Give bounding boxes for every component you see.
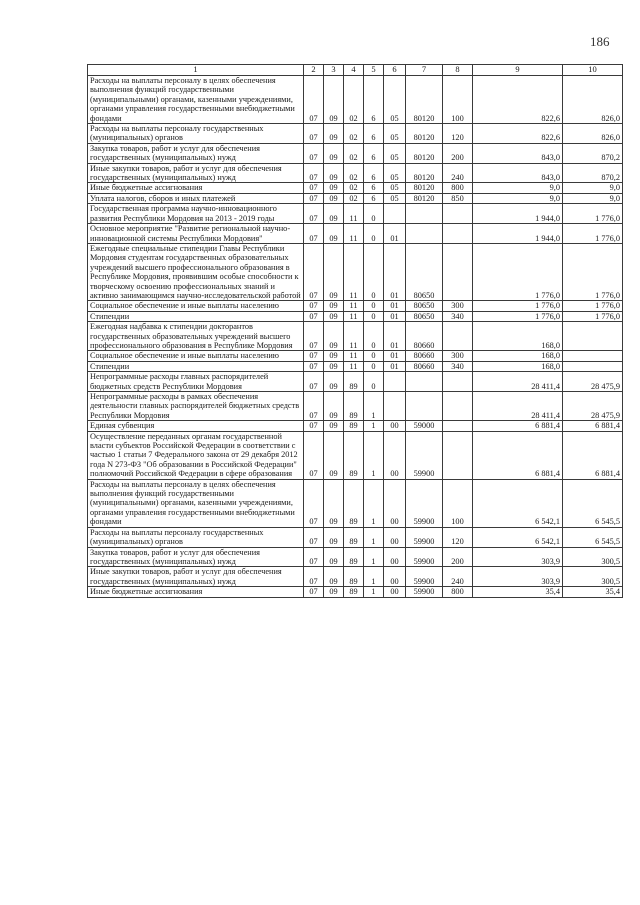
amount-year2-cell: 35,4 bbox=[563, 587, 623, 597]
column-header: 10 bbox=[563, 65, 623, 76]
direction-code-cell: 59900 bbox=[406, 527, 443, 547]
subprogram-code-cell: 0 bbox=[364, 322, 384, 351]
row-name-cell: Расходы на выплаты персоналу в целях обеспечения выполнения функций государственными (муниципальными) органами, казенными учреждениями, органами управления государственными внебюджетными фондами bbox=[88, 479, 304, 527]
amount-year1-cell: 168,0 bbox=[473, 361, 563, 371]
subprogram-code-cell: 0 bbox=[364, 243, 384, 300]
subsection-code-cell: 09 bbox=[324, 547, 344, 567]
table-row bbox=[88, 193, 623, 203]
amount-year1-cell: 1 944,0 bbox=[473, 224, 563, 244]
subsection-code-cell: 09 bbox=[324, 431, 344, 479]
program-code-cell: 11 bbox=[344, 311, 364, 321]
program-code-cell: 11 bbox=[344, 322, 364, 351]
event-code-cell: 01 bbox=[384, 361, 406, 371]
event-code-cell: 05 bbox=[384, 143, 406, 163]
table-row bbox=[88, 301, 623, 311]
amount-year1-cell: 28 411,4 bbox=[473, 392, 563, 421]
subprogram-code-cell: 0 bbox=[364, 372, 384, 392]
subsection-code-cell: 09 bbox=[324, 567, 344, 587]
column-header: 2 bbox=[304, 65, 324, 76]
section-code-cell: 07 bbox=[304, 392, 324, 421]
amount-year1-cell: 9,0 bbox=[473, 183, 563, 193]
amount-year2-cell: 6 545,5 bbox=[563, 479, 623, 527]
event-code-cell: 01 bbox=[384, 322, 406, 351]
amount-year1-cell: 6 881,4 bbox=[473, 431, 563, 479]
row-name-cell: Уплата налогов, сборов и иных платежей bbox=[88, 193, 304, 203]
amount-year2-cell: 300,5 bbox=[563, 547, 623, 567]
expense-type-cell: 240 bbox=[443, 163, 473, 183]
expense-type-cell: 200 bbox=[443, 547, 473, 567]
direction-code-cell bbox=[406, 224, 443, 244]
expense-type-cell bbox=[443, 204, 473, 224]
amount-year2-cell: 6 881,4 bbox=[563, 421, 623, 431]
amount-year1-cell: 822,6 bbox=[473, 124, 563, 144]
expense-type-cell: 240 bbox=[443, 567, 473, 587]
amount-year1-cell: 168,0 bbox=[473, 351, 563, 361]
row-name-cell: Основное мероприятие "Развитие региональной научно-инновационной системы Республики Мордовия" bbox=[88, 224, 304, 244]
event-code-cell: 05 bbox=[384, 193, 406, 203]
table-row bbox=[88, 243, 623, 300]
direction-code-cell: 59900 bbox=[406, 567, 443, 587]
direction-code-cell: 80120 bbox=[406, 163, 443, 183]
table-row bbox=[88, 204, 623, 224]
amount-year1-cell: 843,0 bbox=[473, 143, 563, 163]
direction-code-cell: 80120 bbox=[406, 76, 443, 124]
subprogram-code-cell: 1 bbox=[364, 431, 384, 479]
subsection-code-cell: 09 bbox=[324, 301, 344, 311]
direction-code-cell bbox=[406, 392, 443, 421]
subprogram-code-cell: 6 bbox=[364, 193, 384, 203]
section-code-cell: 07 bbox=[304, 163, 324, 183]
table-row bbox=[88, 587, 623, 597]
amount-year2-cell: 870,2 bbox=[563, 163, 623, 183]
direction-code-cell bbox=[406, 372, 443, 392]
expense-type-cell: 100 bbox=[443, 76, 473, 124]
event-code-cell: 00 bbox=[384, 567, 406, 587]
subprogram-code-cell: 0 bbox=[364, 301, 384, 311]
subsection-code-cell: 09 bbox=[324, 372, 344, 392]
expense-type-cell bbox=[443, 421, 473, 431]
header-row bbox=[88, 65, 623, 76]
expense-type-cell: 100 bbox=[443, 479, 473, 527]
row-name-cell: Расходы на выплаты персоналу в целях обеспечения выполнения функций государственными (муниципальными) органами, казенными учреждениями, органами управления государственными внебюджетными фондами bbox=[88, 76, 304, 124]
table-row bbox=[88, 351, 623, 361]
amount-year2-cell: 6 545,5 bbox=[563, 527, 623, 547]
subprogram-code-cell: 0 bbox=[364, 351, 384, 361]
table-row bbox=[88, 421, 623, 431]
amount-year2-cell bbox=[563, 361, 623, 371]
column-header: 4 bbox=[344, 65, 364, 76]
event-code-cell bbox=[384, 372, 406, 392]
amount-year1-cell: 35,4 bbox=[473, 587, 563, 597]
subprogram-code-cell: 0 bbox=[364, 204, 384, 224]
event-code-cell bbox=[384, 392, 406, 421]
direction-code-cell: 59900 bbox=[406, 431, 443, 479]
subsection-code-cell: 09 bbox=[324, 143, 344, 163]
subprogram-code-cell: 6 bbox=[364, 76, 384, 124]
direction-code-cell: 80120 bbox=[406, 183, 443, 193]
expense-type-cell bbox=[443, 243, 473, 300]
amount-year2-cell: 6 881,4 bbox=[563, 431, 623, 479]
subprogram-code-cell: 6 bbox=[364, 183, 384, 193]
amount-year2-cell: 9,0 bbox=[563, 183, 623, 193]
section-code-cell: 07 bbox=[304, 567, 324, 587]
expense-type-cell: 850 bbox=[443, 193, 473, 203]
column-header: 8 bbox=[443, 65, 473, 76]
subsection-code-cell: 09 bbox=[324, 361, 344, 371]
subprogram-code-cell: 0 bbox=[364, 361, 384, 371]
amount-year1-cell: 822,6 bbox=[473, 76, 563, 124]
table-row bbox=[88, 183, 623, 193]
amount-year2-cell bbox=[563, 322, 623, 351]
event-code-cell: 00 bbox=[384, 479, 406, 527]
table-row bbox=[88, 322, 623, 351]
program-code-cell: 89 bbox=[344, 431, 364, 479]
amount-year1-cell: 1 944,0 bbox=[473, 204, 563, 224]
event-code-cell: 00 bbox=[384, 527, 406, 547]
event-code-cell: 05 bbox=[384, 163, 406, 183]
row-name-cell: Закупка товаров, работ и услуг для обеспечения государственных (муниципальных) нужд bbox=[88, 547, 304, 567]
amount-year2-cell: 300,5 bbox=[563, 567, 623, 587]
event-code-cell: 00 bbox=[384, 547, 406, 567]
program-code-cell: 02 bbox=[344, 163, 364, 183]
expense-type-cell: 340 bbox=[443, 311, 473, 321]
subprogram-code-cell: 6 bbox=[364, 143, 384, 163]
table-row bbox=[88, 567, 623, 587]
section-code-cell: 07 bbox=[304, 311, 324, 321]
amount-year2-cell bbox=[563, 351, 623, 361]
subprogram-code-cell: 1 bbox=[364, 421, 384, 431]
direction-code-cell: 80650 bbox=[406, 301, 443, 311]
row-name-cell: Стипендии bbox=[88, 311, 304, 321]
subprogram-code-cell: 1 bbox=[364, 479, 384, 527]
subsection-code-cell: 09 bbox=[324, 183, 344, 193]
row-name-cell: Социальное обеспечение и иные выплаты населению bbox=[88, 301, 304, 311]
table-row bbox=[88, 163, 623, 183]
amount-year1-cell: 303,9 bbox=[473, 547, 563, 567]
program-code-cell: 89 bbox=[344, 421, 364, 431]
event-code-cell: 01 bbox=[384, 351, 406, 361]
event-code-cell: 00 bbox=[384, 421, 406, 431]
subsection-code-cell: 09 bbox=[324, 204, 344, 224]
amount-year2-cell: 870,2 bbox=[563, 143, 623, 163]
row-name-cell: Стипендии bbox=[88, 361, 304, 371]
expense-type-cell: 200 bbox=[443, 143, 473, 163]
event-code-cell: 05 bbox=[384, 183, 406, 193]
table-row bbox=[88, 143, 623, 163]
program-code-cell: 11 bbox=[344, 243, 364, 300]
expense-type-cell: 300 bbox=[443, 351, 473, 361]
amount-year2-cell: 1 776,0 bbox=[563, 204, 623, 224]
amount-year2-cell: 9,0 bbox=[563, 193, 623, 203]
section-code-cell: 07 bbox=[304, 351, 324, 361]
program-code-cell: 11 bbox=[344, 301, 364, 311]
amount-year2-cell: 1 776,0 bbox=[563, 243, 623, 300]
column-header: 1 bbox=[88, 65, 304, 76]
amount-year2-cell: 1 776,0 bbox=[563, 311, 623, 321]
section-code-cell: 07 bbox=[304, 547, 324, 567]
section-code-cell: 07 bbox=[304, 479, 324, 527]
program-code-cell: 11 bbox=[344, 204, 364, 224]
subprogram-code-cell: 1 bbox=[364, 547, 384, 567]
amount-year1-cell: 6 542,1 bbox=[473, 527, 563, 547]
row-name-cell: Государственная программа научно-инновационного развития Республики Мордовия на 2013 - 2019 годы bbox=[88, 204, 304, 224]
column-header: 6 bbox=[384, 65, 406, 76]
event-code-cell: 01 bbox=[384, 224, 406, 244]
row-name-cell: Закупка товаров, работ и услуг для обеспечения государственных (муниципальных) нужд bbox=[88, 143, 304, 163]
section-code-cell: 07 bbox=[304, 322, 324, 351]
amount-year1-cell: 28 411,4 bbox=[473, 372, 563, 392]
direction-code-cell: 59900 bbox=[406, 587, 443, 597]
amount-year2-cell: 28 475,9 bbox=[563, 372, 623, 392]
subprogram-code-cell: 1 bbox=[364, 392, 384, 421]
section-code-cell: 07 bbox=[304, 183, 324, 193]
expense-type-cell bbox=[443, 431, 473, 479]
subsection-code-cell: 09 bbox=[324, 322, 344, 351]
row-name-cell: Ежегодная надбавка к стипендии докторантов государственных образовательных учреждений высшего профессионального образования в Республике Мордовия bbox=[88, 322, 304, 351]
section-code-cell: 07 bbox=[304, 224, 324, 244]
program-code-cell: 89 bbox=[344, 547, 364, 567]
event-code-cell bbox=[384, 204, 406, 224]
section-code-cell: 07 bbox=[304, 301, 324, 311]
table-row bbox=[88, 76, 623, 124]
table-row bbox=[88, 372, 623, 392]
expense-type-cell: 340 bbox=[443, 361, 473, 371]
direction-code-cell: 59900 bbox=[406, 547, 443, 567]
event-code-cell: 01 bbox=[384, 311, 406, 321]
expense-type-cell: 300 bbox=[443, 301, 473, 311]
amount-year1-cell: 6 881,4 bbox=[473, 421, 563, 431]
subsection-code-cell: 09 bbox=[324, 124, 344, 144]
amount-year2-cell: 826,0 bbox=[563, 76, 623, 124]
row-name-cell: Осуществление переданных органам государственной власти субъектов Российской Федерации в соответствии с частью 1 статьи 7 Федерального закона от 29 декабря 2012 года N 273-ФЗ "Об образовании в Российской Федерации" полномочий Российской Федерации в сфере образования bbox=[88, 431, 304, 479]
section-code-cell: 07 bbox=[304, 421, 324, 431]
amount-year1-cell: 303,9 bbox=[473, 567, 563, 587]
subsection-code-cell: 09 bbox=[324, 193, 344, 203]
program-code-cell: 11 bbox=[344, 224, 364, 244]
table-row bbox=[88, 124, 623, 144]
direction-code-cell bbox=[406, 204, 443, 224]
subprogram-code-cell: 0 bbox=[364, 224, 384, 244]
expense-type-cell bbox=[443, 372, 473, 392]
subprogram-code-cell: 6 bbox=[364, 163, 384, 183]
direction-code-cell: 80660 bbox=[406, 322, 443, 351]
expense-type-cell: 800 bbox=[443, 587, 473, 597]
event-code-cell: 01 bbox=[384, 301, 406, 311]
amount-year2-cell: 826,0 bbox=[563, 124, 623, 144]
event-code-cell: 05 bbox=[384, 76, 406, 124]
expense-type-cell bbox=[443, 224, 473, 244]
expense-type-cell: 800 bbox=[443, 183, 473, 193]
subsection-code-cell: 09 bbox=[324, 163, 344, 183]
expense-type-cell: 120 bbox=[443, 124, 473, 144]
amount-year1-cell: 1 776,0 bbox=[473, 301, 563, 311]
row-name-cell: Иные бюджетные ассигнования bbox=[88, 183, 304, 193]
column-header: 3 bbox=[324, 65, 344, 76]
budget-table bbox=[87, 64, 623, 598]
section-code-cell: 07 bbox=[304, 143, 324, 163]
section-code-cell: 07 bbox=[304, 193, 324, 203]
table-row bbox=[88, 479, 623, 527]
program-code-cell: 89 bbox=[344, 527, 364, 547]
program-code-cell: 02 bbox=[344, 183, 364, 193]
table-row bbox=[88, 547, 623, 567]
subsection-code-cell: 09 bbox=[324, 351, 344, 361]
direction-code-cell: 59900 bbox=[406, 479, 443, 527]
program-code-cell: 02 bbox=[344, 124, 364, 144]
subprogram-code-cell: 1 bbox=[364, 587, 384, 597]
amount-year1-cell: 843,0 bbox=[473, 163, 563, 183]
expense-type-cell bbox=[443, 392, 473, 421]
event-code-cell: 00 bbox=[384, 431, 406, 479]
section-code-cell: 07 bbox=[304, 124, 324, 144]
program-code-cell: 89 bbox=[344, 372, 364, 392]
table-row bbox=[88, 527, 623, 547]
subsection-code-cell: 09 bbox=[324, 392, 344, 421]
program-code-cell: 89 bbox=[344, 567, 364, 587]
amount-year1-cell: 1 776,0 bbox=[473, 311, 563, 321]
direction-code-cell: 80120 bbox=[406, 143, 443, 163]
direction-code-cell: 59000 bbox=[406, 421, 443, 431]
row-name-cell: Расходы на выплаты персоналу государственных (муниципальных) органов bbox=[88, 527, 304, 547]
program-code-cell: 02 bbox=[344, 193, 364, 203]
program-code-cell: 11 bbox=[344, 361, 364, 371]
event-code-cell: 05 bbox=[384, 124, 406, 144]
program-code-cell: 02 bbox=[344, 143, 364, 163]
direction-code-cell: 80660 bbox=[406, 361, 443, 371]
subsection-code-cell: 09 bbox=[324, 527, 344, 547]
program-code-cell: 02 bbox=[344, 76, 364, 124]
subsection-code-cell: 09 bbox=[324, 311, 344, 321]
amount-year1-cell: 9,0 bbox=[473, 193, 563, 203]
program-code-cell: 89 bbox=[344, 479, 364, 527]
section-code-cell: 07 bbox=[304, 372, 324, 392]
section-code-cell: 07 bbox=[304, 204, 324, 224]
row-name-cell: Расходы на выплаты персоналу государственных (муниципальных) органов bbox=[88, 124, 304, 144]
amount-year2-cell: 1 776,0 bbox=[563, 301, 623, 311]
subsection-code-cell: 09 bbox=[324, 76, 344, 124]
subprogram-code-cell: 1 bbox=[364, 527, 384, 547]
amount-year1-cell: 1 776,0 bbox=[473, 243, 563, 300]
section-code-cell: 07 bbox=[304, 587, 324, 597]
amount-year1-cell: 6 542,1 bbox=[473, 479, 563, 527]
subsection-code-cell: 09 bbox=[324, 479, 344, 527]
subprogram-code-cell: 6 bbox=[364, 124, 384, 144]
row-name-cell: Непрограммные расходы главных распорядителей бюджетных средств Республики Мордовия bbox=[88, 372, 304, 392]
section-code-cell: 07 bbox=[304, 527, 324, 547]
table-body bbox=[88, 76, 623, 598]
program-code-cell: 89 bbox=[344, 392, 364, 421]
table-row bbox=[88, 431, 623, 479]
expense-type-cell bbox=[443, 322, 473, 351]
column-header: 5 bbox=[364, 65, 384, 76]
row-name-cell: Непрограммные расходы в рамках обеспечения деятельности главных распорядителей бюджетных средств Республики Мордовия bbox=[88, 392, 304, 421]
amount-year1-cell: 168,0 bbox=[473, 322, 563, 351]
direction-code-cell: 80120 bbox=[406, 193, 443, 203]
program-code-cell: 11 bbox=[344, 351, 364, 361]
table-row bbox=[88, 361, 623, 371]
table-row bbox=[88, 224, 623, 244]
subsection-code-cell: 09 bbox=[324, 587, 344, 597]
row-name-cell: Социальное обеспечение и иные выплаты населению bbox=[88, 351, 304, 361]
event-code-cell: 01 bbox=[384, 243, 406, 300]
subsection-code-cell: 09 bbox=[324, 243, 344, 300]
section-code-cell: 07 bbox=[304, 76, 324, 124]
subprogram-code-cell: 0 bbox=[364, 311, 384, 321]
direction-code-cell: 80650 bbox=[406, 243, 443, 300]
direction-code-cell: 80660 bbox=[406, 351, 443, 361]
subsection-code-cell: 09 bbox=[324, 421, 344, 431]
page-number: 186 bbox=[590, 34, 610, 49]
event-code-cell: 00 bbox=[384, 587, 406, 597]
subprogram-code-cell: 1 bbox=[364, 567, 384, 587]
table-row bbox=[88, 311, 623, 321]
table-row bbox=[88, 392, 623, 421]
section-code-cell: 07 bbox=[304, 361, 324, 371]
section-code-cell: 07 bbox=[304, 431, 324, 479]
section-code-cell: 07 bbox=[304, 243, 324, 300]
row-name-cell: Иные закупки товаров, работ и услуг для обеспечения государственных (муниципальных) нужд bbox=[88, 567, 304, 587]
row-name-cell: Иные бюджетные ассигнования bbox=[88, 587, 304, 597]
direction-code-cell: 80120 bbox=[406, 124, 443, 144]
column-header: 9 bbox=[473, 65, 563, 76]
subsection-code-cell: 09 bbox=[324, 224, 344, 244]
row-name-cell: Единая субвенция bbox=[88, 421, 304, 431]
program-code-cell: 89 bbox=[344, 587, 364, 597]
direction-code-cell: 80650 bbox=[406, 311, 443, 321]
row-name-cell: Ежегодные специальные стипендии Главы Республики Мордовия студентам государственных образовательных учреждений высшего профессионального образования в Республике Мордовия, проявившим особые способности к творческому освоению профессиональных знаний и активно занимающимся научно-исследовательской работой bbox=[88, 243, 304, 300]
expense-type-cell: 120 bbox=[443, 527, 473, 547]
column-header: 7 bbox=[406, 65, 443, 76]
row-name-cell: Иные закупки товаров, работ и услуг для обеспечения государственных (муниципальных) нужд bbox=[88, 163, 304, 183]
amount-year2-cell: 28 475,9 bbox=[563, 392, 623, 421]
amount-year2-cell: 1 776,0 bbox=[563, 224, 623, 244]
